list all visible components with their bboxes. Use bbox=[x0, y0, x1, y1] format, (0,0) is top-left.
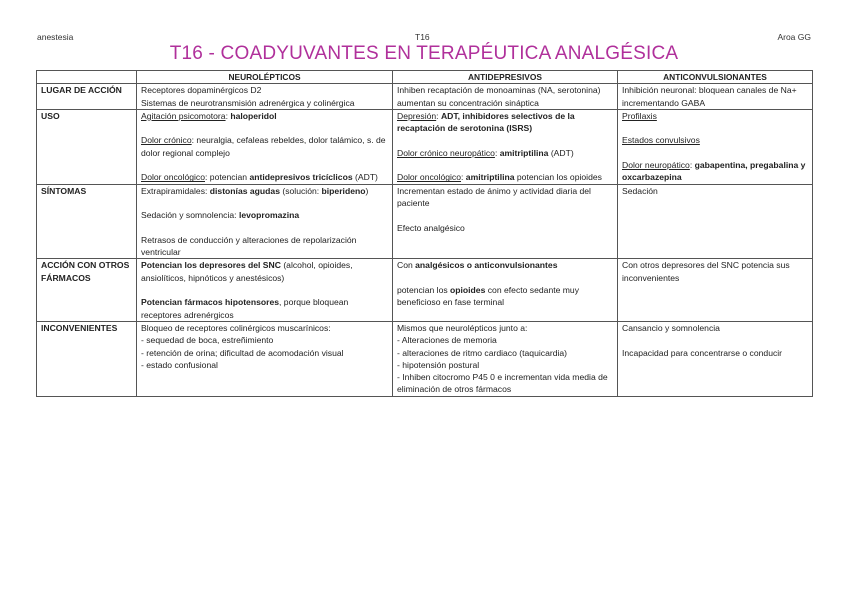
cell-line bbox=[141, 171, 388, 183]
cell-accion-neurolepticos bbox=[137, 259, 393, 321]
drug-name: haloperidol bbox=[230, 110, 277, 121]
text: Extrapiramidales: bbox=[141, 185, 210, 196]
cell-line bbox=[397, 147, 613, 159]
text: : neuralgia, cefaleas rebeldes, dolor talámico, s. de dolor regional complejo bbox=[141, 135, 386, 158]
term: Dolor oncológico bbox=[397, 172, 462, 183]
cell-line: - Alteraciones de memoria bbox=[397, 335, 497, 346]
separator: : bbox=[494, 147, 500, 158]
cell-line: - estado confusional bbox=[141, 359, 218, 370]
cell-uso-neurolepticos bbox=[137, 109, 393, 184]
cell-line: - hipotensión postural bbox=[397, 359, 480, 370]
cell-line: Sedación bbox=[622, 185, 658, 196]
cell-accion-antidepresivos bbox=[393, 259, 618, 321]
term: Dolor oncológico bbox=[141, 172, 206, 183]
separator: : bbox=[689, 160, 695, 171]
term: Depresión bbox=[397, 110, 437, 121]
cell-line: - alteraciones de ritmo cardiaco (taquicardia) bbox=[397, 347, 568, 358]
cell-line bbox=[141, 259, 388, 284]
text: ) bbox=[365, 185, 369, 196]
cell-sintomas-antidepresivos bbox=[393, 184, 618, 259]
row-header-sintomas: SÍNTOMAS bbox=[37, 184, 137, 259]
column-header-neurolepticos: NEUROLÉPTICOS bbox=[137, 71, 393, 84]
cell-line: Inhibición neuronal: bloquean canales de Na+ bbox=[622, 85, 797, 96]
cell-inconvenientes-neurolepticos bbox=[137, 321, 393, 396]
term: Dolor neuropático bbox=[622, 160, 690, 171]
drug-name: antidepresivos tricíclicos bbox=[249, 172, 353, 183]
row-header-uso: USO bbox=[37, 109, 137, 184]
cell-line bbox=[397, 171, 613, 183]
cell-inconvenientes-anticonvulsionantes bbox=[618, 321, 813, 396]
table-row-accion bbox=[37, 259, 813, 321]
cell-line: - Inhiben citocromo P45 0 e incrementan vida media de eliminación de otros fármacos bbox=[397, 372, 608, 395]
cell-sintomas-anticonvulsionantes bbox=[618, 184, 813, 259]
cell-line: Receptores dopaminérgicos D2 bbox=[141, 85, 262, 96]
cell-line: - retención de orina; dificultad de acomodación visual bbox=[141, 347, 344, 358]
term: Dolor crónico bbox=[141, 135, 192, 146]
header-author: Aroa GG bbox=[777, 32, 811, 42]
row-header-lugar: LUGAR DE ACCIÓN bbox=[37, 84, 137, 110]
effect: Potencian los depresores del SNC bbox=[141, 260, 281, 271]
cell-accion-anticonvulsionantes bbox=[618, 259, 813, 321]
cell-line: Cansancio y somnolencia bbox=[622, 322, 720, 333]
cell-line bbox=[141, 110, 388, 122]
cell-line: Con otros depresores del SNC potencia sus inconvenientes bbox=[622, 260, 790, 283]
term: Estados convulsivos bbox=[622, 135, 700, 146]
cell-line bbox=[141, 296, 388, 321]
drug-name: amitriptilina bbox=[499, 147, 549, 158]
cell-line: Sistemas de neurotransmisión adrenérgica y colinérgica bbox=[141, 97, 355, 108]
column-header-anticonvulsionantes: ANTICONVULSIONANTES bbox=[618, 71, 813, 84]
text: Sedación y somnolencia: bbox=[141, 210, 239, 221]
cell-uso-antidepresivos bbox=[393, 109, 618, 184]
drug-name: gabapentina, pregabalina y oxcarbazepina bbox=[622, 160, 806, 183]
effect: Potencian fármacos hipotensores bbox=[141, 297, 280, 308]
column-header-empty bbox=[37, 71, 137, 84]
cell-line: Incapacidad para concentrarse o conducir bbox=[622, 347, 783, 358]
cell-sintomas-neurolepticos bbox=[137, 184, 393, 259]
cell-line: aumentan su concentración sináptica bbox=[397, 97, 539, 108]
text: (solución: bbox=[279, 185, 322, 196]
separator: : bbox=[436, 110, 441, 121]
drug-name: levopromazina bbox=[238, 210, 300, 221]
term: Dolor crónico neuropático bbox=[397, 147, 495, 158]
cell-line bbox=[397, 284, 613, 309]
column-header-antidepresivos: ANTIDEPRESIVOS bbox=[393, 71, 618, 84]
cell-line: Retrasos de conducción y alteraciones de repolarización ventricular bbox=[141, 234, 357, 258]
cell-inconvenientes-antidepresivos bbox=[393, 321, 618, 396]
drug-name: opioides bbox=[450, 285, 486, 296]
page-title: T16 - COADYUVANTES EN TERAPÉUTICA ANALGÉSICA bbox=[169, 43, 679, 64]
cell-line bbox=[622, 159, 808, 184]
drug-name: amitriptilina bbox=[465, 172, 515, 183]
symptom: distonías agudas bbox=[209, 185, 280, 196]
comparison-table bbox=[36, 70, 813, 397]
cell-line: incrementando GABA bbox=[622, 97, 706, 108]
header-topic: T16 bbox=[415, 32, 430, 42]
text: : potencian bbox=[205, 172, 250, 183]
text: (ADT) bbox=[548, 147, 574, 158]
term: Profilaxis bbox=[622, 110, 657, 121]
text: , porque bloquean receptores adrenérgicos bbox=[141, 297, 349, 320]
header-subject: anestesia bbox=[37, 32, 74, 42]
table-row-lugar bbox=[37, 84, 813, 110]
text: (ADT) bbox=[352, 172, 378, 183]
cell-line bbox=[141, 185, 388, 197]
cell-line: Efecto analgésico bbox=[397, 222, 465, 233]
cell-line: - sequedad de boca, estreñimiento bbox=[141, 335, 274, 346]
cell-line: Mismos que neurolépticos junto a: bbox=[397, 322, 528, 333]
separator: : bbox=[225, 110, 231, 121]
table-row-sintomas bbox=[37, 184, 813, 259]
term: Agitación psicomotora bbox=[141, 110, 226, 121]
cell-line bbox=[141, 134, 388, 159]
cell-uso-anticonvulsionantes bbox=[618, 109, 813, 184]
table-row-uso bbox=[37, 109, 813, 184]
text: potencian los opioides bbox=[514, 172, 602, 183]
cell-line bbox=[141, 209, 388, 221]
row-header-inconvenientes: INCONVENIENTES bbox=[37, 321, 137, 396]
cell-line bbox=[397, 259, 613, 271]
row-header-accion: ACCIÓN CON OTROS FÁRMACOS bbox=[37, 259, 137, 321]
table-row-inconvenientes bbox=[37, 321, 813, 396]
text: potencian los bbox=[397, 285, 451, 296]
cell-lugar-neurolepticos bbox=[137, 84, 393, 110]
text: (alcohol, opioides, ansiolíticos, hipnóticos y anestésicos) bbox=[141, 260, 353, 283]
drug-name: ADT, inhibidores selectivos de la recaptación de serotonina (ISRS) bbox=[397, 110, 575, 134]
text: con efecto sedante muy beneficioso en fase terminal bbox=[397, 285, 580, 308]
cell-line: Incrementan estado de ánimo y actividad diaria del paciente bbox=[397, 185, 591, 208]
cell-line: Inhiben recaptación de monoaminas (NA, serotonina) bbox=[397, 85, 601, 96]
drug-name: analgésicos o anticonvulsionantes bbox=[415, 260, 558, 271]
cell-line bbox=[397, 110, 613, 135]
cell-lugar-anticonvulsionantes bbox=[618, 84, 813, 110]
cell-line: Bloqueo de receptores colinérgicos muscarínicos: bbox=[141, 322, 331, 333]
cell-lugar-antidepresivos bbox=[393, 84, 618, 110]
text: Con bbox=[397, 260, 416, 271]
drug-name: biperideno bbox=[321, 185, 366, 196]
table-header-row bbox=[37, 71, 813, 84]
separator: : bbox=[461, 172, 466, 183]
